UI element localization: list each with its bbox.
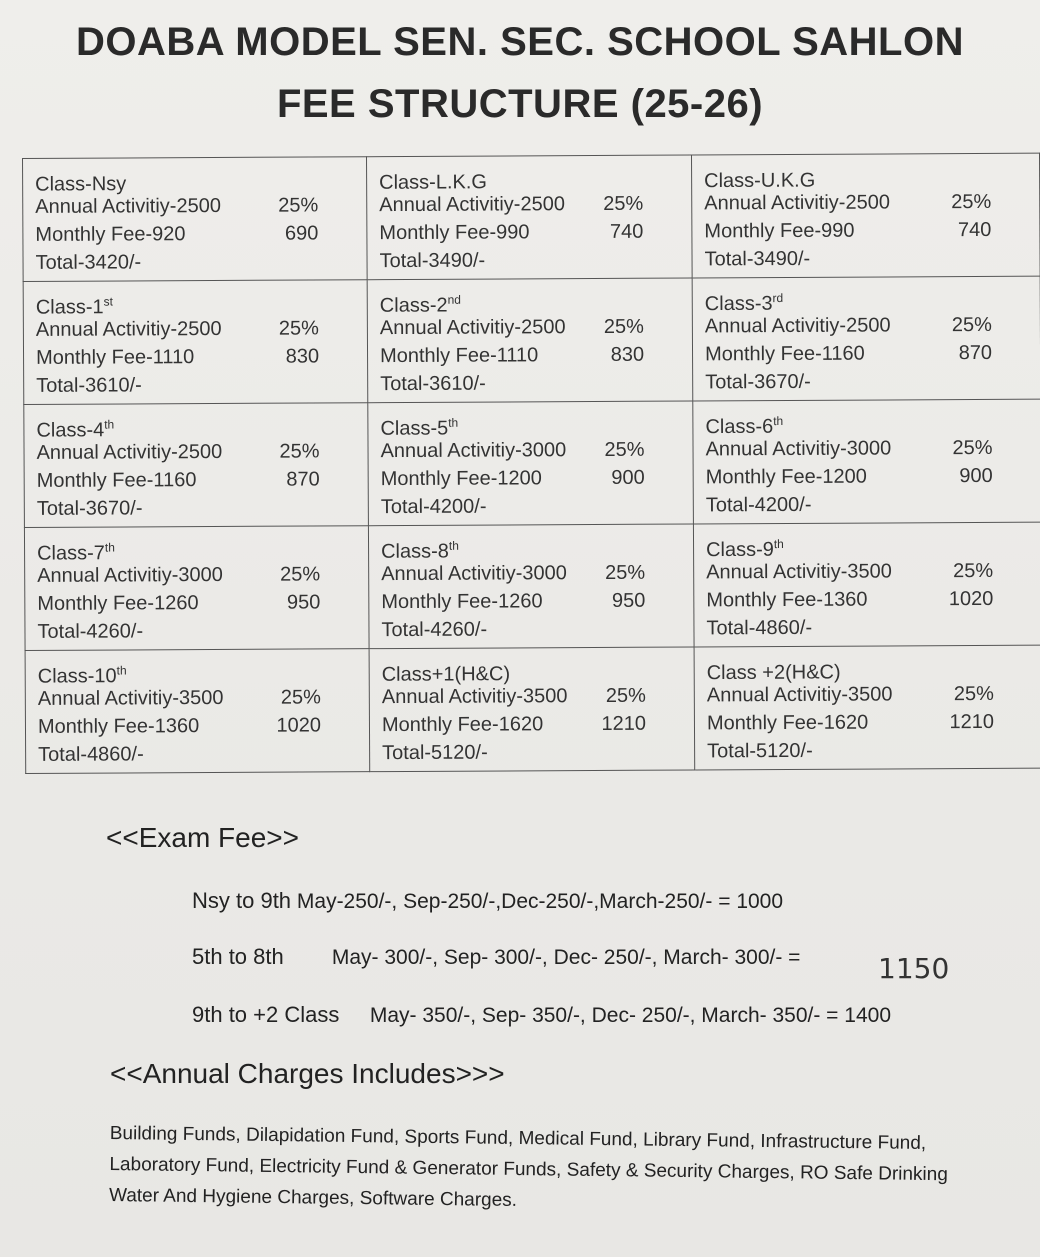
monthly-fee-line [380,341,684,371]
class-ordinal: th [104,417,115,432]
exam-row-5th-to-8th [192,944,952,985]
class-name-line [36,409,359,442]
discounted-fee: 1210 [601,712,647,735]
total-label: Total-4260/- [37,620,144,643]
fee-cell [24,403,369,528]
class-ordinal: st [103,294,113,309]
annual-activity-line [380,313,684,343]
discount-percent: 25% [953,559,994,583]
class-name-line [706,529,1033,562]
class-label: Class-Nsy [35,173,127,196]
annual-activity-line [705,311,1032,341]
annual-activity-line [707,680,1034,710]
discounted-fee: 870 [286,468,320,491]
annual-activity-label: Annual Activitiy-3500 [381,685,568,709]
monthly-fee-line [382,710,686,740]
discounted-fee: 830 [610,343,645,366]
class-label: Class +2(H&C) [706,661,841,685]
document-subtitle: FEE STRUCTURE (25-26) [276,82,764,126]
fee-cell [23,157,368,282]
fee-cell [369,647,695,772]
total-label: Total-3670/- [705,370,811,394]
discounted-fee: 870 [958,341,993,365]
annual-charges-text: Building Funds, Dilapidation Fund, Sports Fund, Medical Fund, Library Fund, Infrastructure Fund, Laboratory Fund, Electricity Fund & Generator Funds, Safety & Security Charges, RO Safe Drinking Water And Hygiene Charges, Software Charges. [108,1122,948,1211]
monthly-fee-label: Monthly Fee-920 [35,223,186,246]
class-name [380,409,459,440]
discounted-fee: 830 [285,345,320,368]
class-ordinal: rd [772,291,784,306]
discounted-fee: 1020 [948,587,994,611]
class-name-line [704,160,1031,193]
monthly-fee-label: Monthly Fee-990 [704,219,855,243]
class-name-line [706,652,1034,685]
discount-percent: 25% [280,686,321,709]
class-ordinal: th [773,414,784,429]
exam-row-detail: May- 300/-, Sep- 300/-, Dec- 250/-, March- 300/- = [331,946,801,969]
annual-activity-line [35,191,358,221]
class-name [37,534,115,565]
annual-activity-label: Annual Activitiy-3000 [380,439,567,463]
class-name [37,656,127,688]
discount-percent: 25% [603,192,644,215]
annual-activity-line [36,437,359,467]
monthly-fee-line [381,587,685,617]
monthly-fee-line [38,711,361,741]
total-line [381,492,685,522]
exam-row-detail: May-250/-, Sep-250/-,Dec-250/-,March-250/- = 1000 [296,890,784,913]
annual-activity-label: Annual Activitiy-2500 [379,316,566,340]
fee-table-row [23,276,1040,404]
discount-percent: 25% [952,436,993,460]
fee-table [22,153,1040,774]
class-label: Class-3 [704,292,773,316]
fee-cell [368,524,694,649]
class-name [706,653,841,685]
annual-activity-label: Annual Activitiy-3500 [706,683,893,707]
annual-activity-label: Annual Activitiy-3500 [37,686,224,710]
total-line [35,247,358,277]
annual-activity-label: Annual Activitiy-2500 [704,191,890,215]
discount-percent: 25% [603,315,644,338]
monthly-fee-label: Monthly Fee-1260 [381,590,543,614]
monthly-fee-label: Monthly Fee-1620 [706,711,869,735]
total-line [706,490,1033,520]
monthly-fee-line [704,216,1031,246]
discount-percent: 25% [280,563,321,586]
total-line [707,736,1034,766]
exam-row-9th-to-plus2 [192,1002,891,1028]
fee-cell [693,522,1040,647]
monthly-fee-label: Monthly Fee-1360 [37,715,200,738]
total-label: Total-4200/- [705,493,812,517]
class-name-line [380,408,684,438]
discounted-fee: 900 [611,466,645,489]
class-ordinal: th [448,415,459,430]
class-name [704,161,816,193]
total-label: Total-5120/- [707,739,813,763]
monthly-fee-label: Monthly Fee-1160 [36,469,197,492]
class-label: Class-4 [36,419,105,442]
exam-row-lead: 9th to +2 Class [192,1002,340,1027]
class-name [704,284,784,316]
monthly-fee-line [381,464,685,494]
exam-row-nsy-to-9th [192,888,783,914]
fee-cell [368,401,694,526]
exam-row-lead: Nsy to 9th [192,888,292,913]
class-name-line [37,532,360,565]
class-name-line [704,283,1032,316]
total-line [379,246,683,276]
discount-percent: 25% [953,682,994,706]
monthly-fee-line [37,588,360,618]
class-name [705,407,784,439]
fee-cell [25,649,370,774]
discounted-fee: 1210 [949,710,995,734]
class-label: Class-L.K.G [379,171,488,194]
annual-activity-line [380,436,684,466]
monthly-fee-line [706,462,1033,492]
class-name [36,411,115,442]
class-name-line [35,286,359,319]
discount-percent: 25% [605,561,646,584]
total-label: Total-3610/- [380,372,486,396]
total-line [37,493,360,523]
class-label: Class-5 [380,417,449,440]
total-line [38,739,361,769]
annual-activity-label: Annual Activitiy-2500 [35,194,221,218]
monthly-fee-label: Monthly Fee-1200 [380,467,542,491]
fee-cell [693,399,1040,524]
class-label: Class-9 [706,538,774,562]
total-label: Total-3670/- [36,497,143,520]
class-label: Class+1(H&C) [381,663,511,686]
fee-cell [694,645,1040,770]
discount-percent: 25% [604,438,645,461]
class-name-line [381,531,685,561]
annual-activity-label: Annual Activitiy-3000 [37,563,223,587]
discounted-fee: 740 [609,220,644,243]
class-label: Class-7 [37,542,105,565]
discount-percent: 25% [278,194,319,217]
handwritten-total: 1150 [878,952,950,985]
monthly-fee-label: Monthly Fee-1260 [37,592,199,615]
total-line [381,615,685,645]
discounted-fee: 690 [284,222,319,245]
monthly-fee-label: Monthly Fee-1160 [704,342,865,366]
class-ordinal: th [773,537,784,552]
monthly-fee-line [36,342,359,372]
class-label: Class-10 [37,665,117,688]
annual-activity-label: Annual Activitiy-3500 [706,560,892,584]
annual-charges-heading: <<Annual Charges Includes>>> [110,1058,505,1089]
annual-activity-line [36,314,359,344]
monthly-fee-line [707,708,1034,738]
fee-cell [367,278,693,403]
total-line [705,367,1032,397]
class-name [379,163,487,192]
annual-activity-label: Annual Activitiy-2500 [704,314,891,338]
discounted-fee: 950 [286,591,321,614]
annual-activity-line [381,559,685,589]
class-name [381,532,459,563]
discount-percent: 25% [278,317,319,340]
total-label: Total-3420/- [35,251,142,274]
total-line [704,244,1031,274]
annual-activity-label: Annual Activitiy-2500 [36,440,223,464]
fee-cell [366,155,692,280]
class-name-line [379,162,683,192]
discounted-fee: 1020 [276,714,322,737]
annual-activity-line [379,190,683,220]
annual-activity-line [382,682,686,712]
class-name [381,654,511,686]
discount-percent: 25% [605,684,646,707]
class-ordinal: th [104,540,115,555]
fee-cell [24,526,369,651]
class-ordinal: th [116,663,127,678]
class-name [35,164,127,196]
class-name [35,288,113,319]
class-name [706,530,784,562]
annual-activity-label: Annual Activitiy-3000 [381,562,567,586]
total-label: Total-3610/- [36,374,142,397]
class-ordinal: th [448,538,459,553]
class-label: Class-U.K.G [704,169,816,193]
annual-activity-line [704,188,1031,218]
monthly-fee-line [706,585,1033,615]
class-ordinal: nd [447,292,461,307]
monthly-fee-label: Monthly Fee-1360 [706,588,868,612]
class-name-line [705,406,1032,439]
discounted-fee: 740 [957,218,992,242]
total-label: Total-5120/- [382,741,488,765]
discount-percent: 25% [951,313,992,337]
class-name [379,286,461,317]
discount-percent: 25% [279,440,320,463]
total-label: Total-4260/- [381,618,488,642]
monthly-fee-line [37,465,360,495]
class-label: Class-2 [379,294,448,317]
discount-percent: 25% [951,190,992,214]
class-label: Class-8 [381,540,449,563]
annual-activity-label: Annual Activitiy-3000 [705,437,892,461]
exam-fee-heading: <<Exam Fee>> [106,822,300,853]
fee-cell [691,153,1040,278]
monthly-fee-label: Monthly Fee-990 [379,221,530,245]
discounted-fee: 900 [959,464,993,488]
annual-activity-label: Annual Activitiy-2500 [35,317,222,341]
class-name-line [382,654,686,684]
exam-row-detail: May- 350/-, Sep- 350/-, Dec- 250/-, March- 350/- = 1400 [369,1004,891,1027]
annual-activity-label: Annual Activitiy-2500 [379,193,565,217]
fee-table-row [24,399,1040,527]
discounted-fee: 950 [611,589,646,612]
monthly-fee-label: Monthly Fee-1110 [379,344,539,368]
fee-table-row [25,645,1040,773]
annual-activity-line [38,683,361,713]
class-label: Class-6 [705,415,774,439]
monthly-fee-label: Monthly Fee-1200 [705,465,867,489]
class-name-line [380,285,684,315]
monthly-fee-label: Monthly Fee-1620 [381,713,544,737]
annual-activity-line [706,557,1033,587]
school-name: DOABA MODEL SEN. SEC. SCHOOL SAHLON [76,20,964,64]
fee-table-row [24,522,1040,650]
annual-activity-line [37,560,360,590]
total-label: Total-4860/- [706,616,813,640]
class-name-line [37,655,361,688]
annual-activity-line [705,434,1032,464]
fee-table-row [23,153,1040,281]
class-label: Class-1 [35,296,104,319]
total-label: Total-3490/- [379,249,486,273]
total-line [37,616,360,646]
total-line [36,370,359,400]
total-label: Total-3490/- [704,247,811,271]
fee-cell [692,276,1040,401]
total-label: Total-4860/- [38,743,144,766]
class-name-line [35,163,358,196]
monthly-fee-line [705,339,1032,369]
total-label: Total-4200/- [380,495,487,519]
total-line [706,613,1033,643]
monthly-fee-line [35,219,358,249]
total-line [382,738,686,768]
monthly-fee-line [379,218,683,248]
fee-cell [23,280,368,405]
exam-row-lead: 5th to 8th [192,944,284,969]
total-line [380,369,684,399]
monthly-fee-label: Monthly Fee-1110 [35,346,195,369]
